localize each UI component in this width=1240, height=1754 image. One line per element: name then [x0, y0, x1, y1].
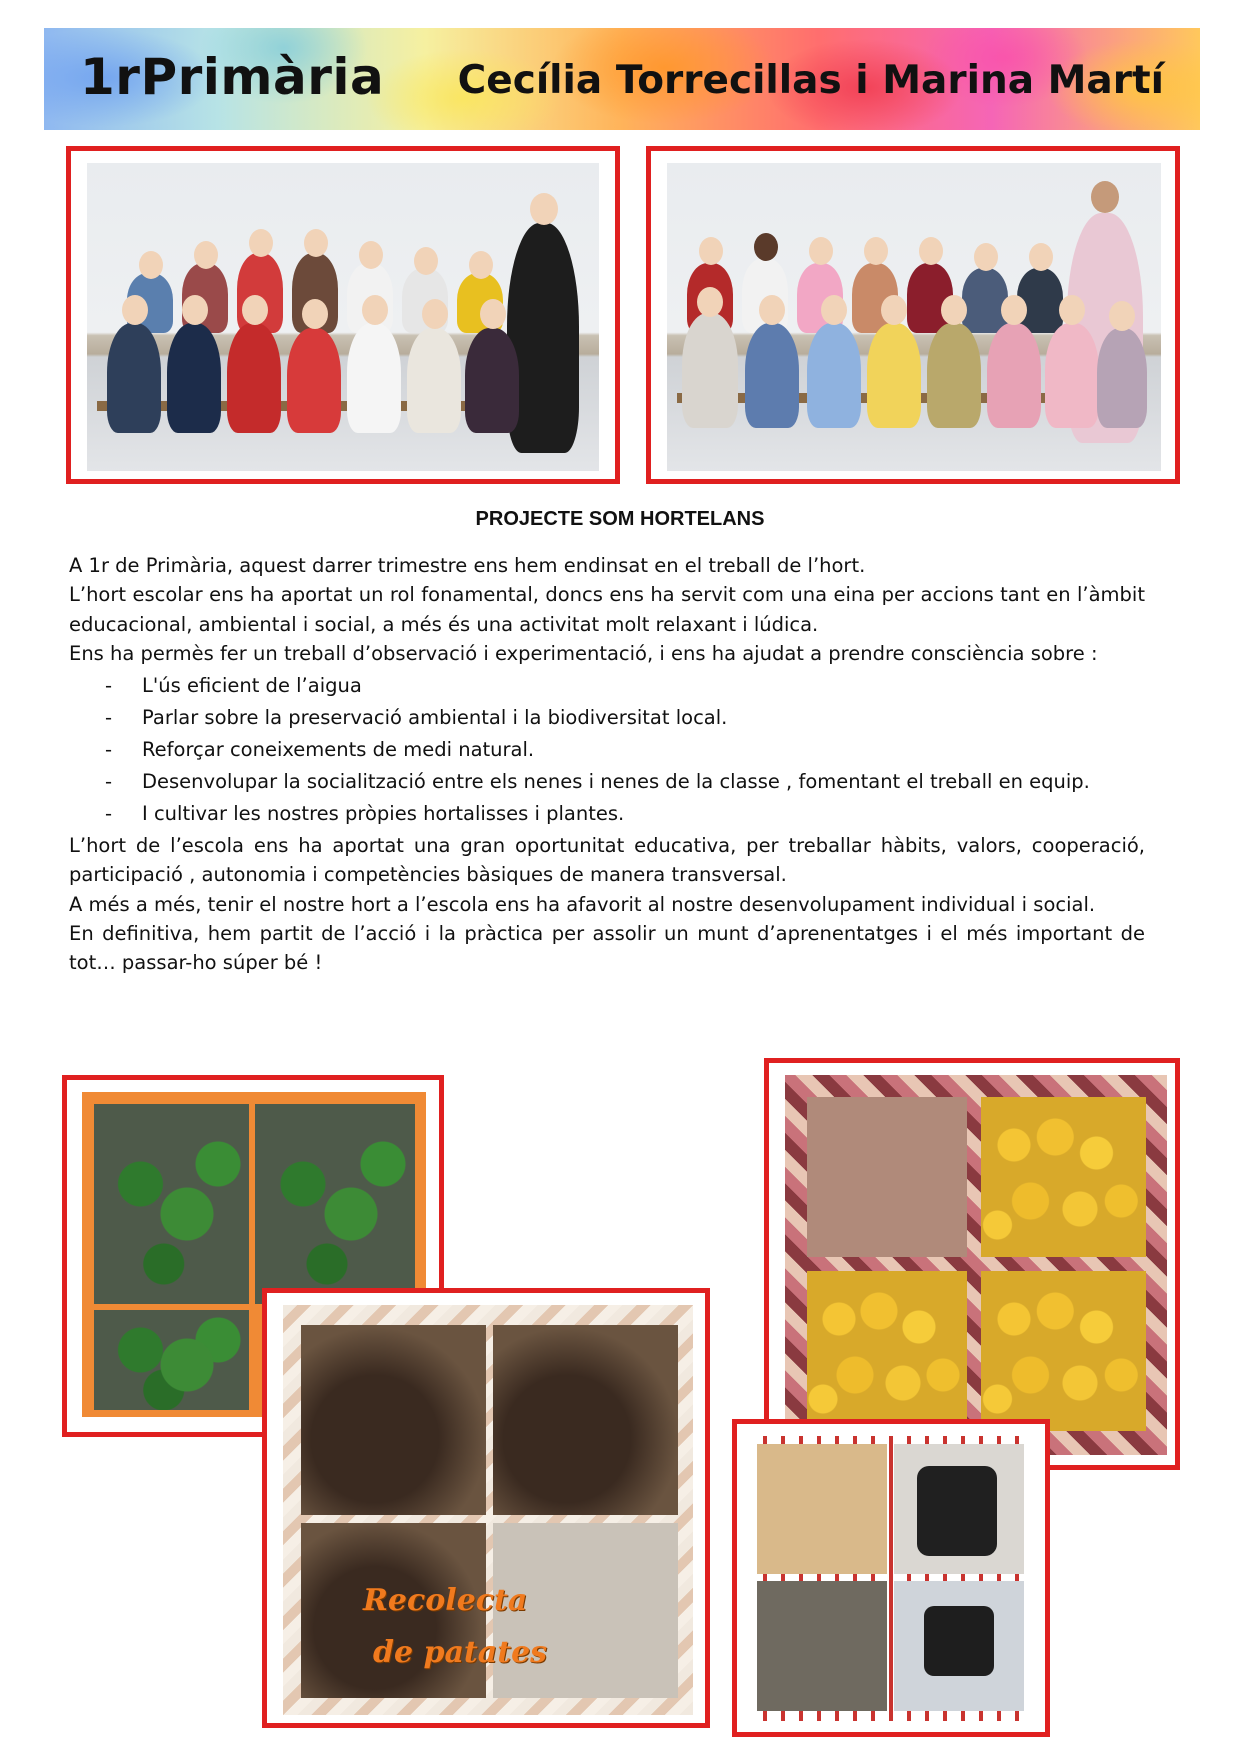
article-body — [69, 551, 1145, 978]
article-title: PROJECTE SOM HORTELANS — [475, 508, 765, 530]
class-photo-2 — [667, 163, 1161, 471]
potatoes-photo-frame — [764, 1058, 1180, 1470]
collage-caption-line1: Recolecta — [363, 1583, 528, 1618]
paragraph: A 1r de Primària, aquest darrer trimestre ens hem endinsat en el treball de l’hort. — [69, 554, 866, 577]
harvest-collage — [283, 1305, 693, 1715]
list-item: - Reforçar coneixements de medi natural. — [105, 738, 535, 762]
teachers-names: Cecília Torrecillas i Marina Martí — [457, 58, 1164, 103]
list-item: - I cultivar les nostres pròpies hortalisses i plantes. — [105, 802, 625, 826]
fries-photo-frame — [732, 1419, 1050, 1737]
paragraph: Ens ha permès fer un treball d’observació i experimentació, i ens ha ajudat a prendre consciència sobre : — [69, 641, 1098, 665]
paragraph: L’hort de l’escola ens ha aportat una gran oportunitat educativa, per treballar hàbits, valors, cooperació, participació , autonomia i competències bàsiques de manera transversal. — [69, 834, 1145, 887]
class-photo-frame-2 — [646, 146, 1180, 484]
paragraph: En definitiva, hem partit de l’acció i la pràctica per assolir un munt d’aprenentatges i el més important de tot… passar-ho súper bé ! — [69, 922, 1145, 975]
header-banner — [44, 28, 1200, 130]
list-item: - L'ús eficient de l’aigua — [105, 674, 362, 698]
list-item: - Desenvolupar la socialització entre els nenes i nenes de la classe , fomentant el treball en equip. — [105, 770, 1090, 794]
paragraph: L’hort escolar ens ha aportat un rol fonamental, doncs ens ha servit com una eina per accions tant en l’àmbit educacional, ambiental i social, a més és una activitat molt relaxant i lúdica. — [69, 583, 1145, 636]
harvest-photo-frame — [262, 1288, 710, 1728]
collage-caption-line2: de patates — [373, 1635, 548, 1670]
fries-collage — [749, 1436, 1033, 1721]
grade-title: 1rPrimària — [80, 48, 385, 106]
potatoes-collage — [785, 1075, 1167, 1455]
list-item: - Parlar sobre la preservació ambiental i la biodiversitat local. — [105, 706, 728, 730]
bullet-list — [69, 671, 1145, 828]
class-photo-frame-1 — [66, 146, 620, 484]
paragraph: A més a més, tenir el nostre hort a l’escola ens ha afavorit al nostre desenvolupament individual i social. — [69, 892, 1096, 916]
class-photo-1 — [87, 163, 599, 471]
